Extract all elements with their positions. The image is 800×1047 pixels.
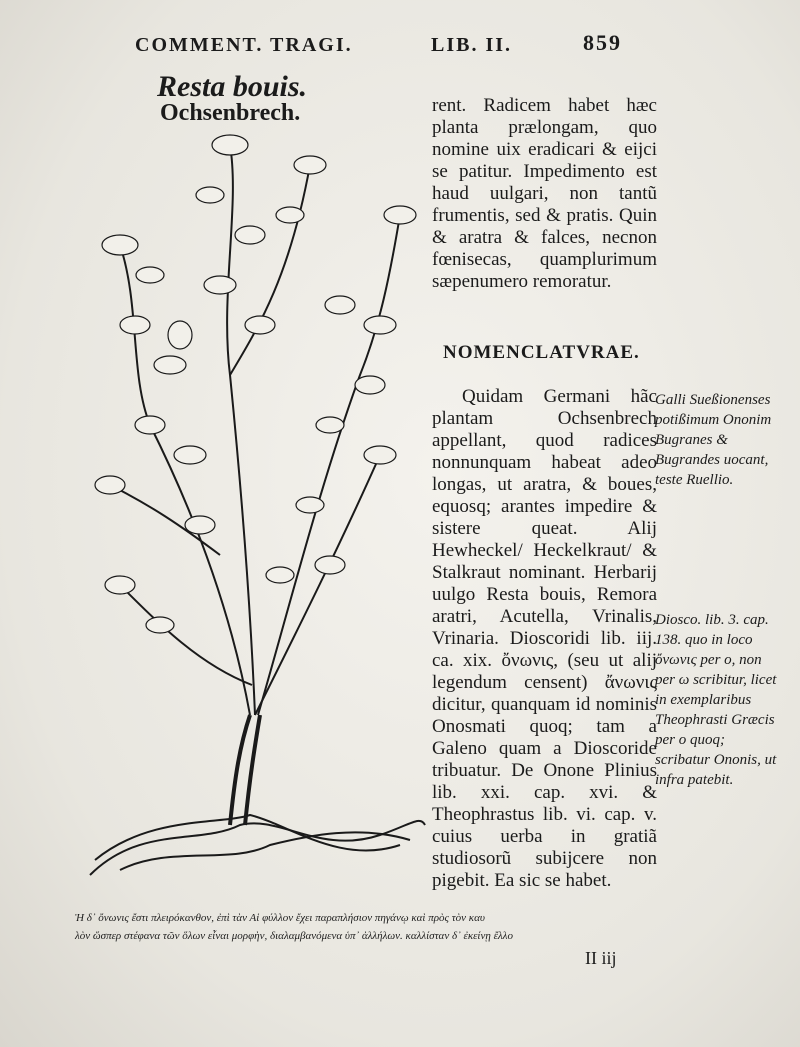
plant-latin-name: Resta bouis. — [157, 70, 308, 103]
nomenclature-text: Quidam Germani hãc plantam Ochsenbrech appellant, quod radices nonnunquam habeat adeo longas, ut aratra, & boues, equosq; arantes impedire & sistere queat. Alij Hewheckel/ Heckelkraut/ & Stalkraut nominant. Herbarij uulgo Resta bouis, Remora aratri, Acutella, Vrinalis, Vrinaria. Dioscoridi lib. iij. ca. xix. ὄνωνις, (seu ut alij legendum censent) ἄνωνις dicitur, quanquam id nominis Onosmati quoq; tam a Galeno quam a Dioscoride tribuatur. De Onone Plinius lib. xxi. cap. xvi. & Theophrastus lib. vi. cap. v. cuius uerba in gratiã studiosorũ subijcere non pigebit. Ea sic se habet. — [432, 386, 657, 891]
nomenclature-text-block — [432, 386, 657, 892]
running-title: COMMENT. TRAGI. — [135, 34, 353, 56]
section-heading: NOMENCLATVRAE. — [443, 342, 640, 363]
plant-german-name: Ochsenbrech. — [160, 100, 301, 126]
margin-note-dioscorides: Diosco. lib. 3. cap. 138. quo in loco ὄνωνις per o, non per ω scribitur, licet in exemplaribus Theophrasti Græcis per o quoq; scribatur Ononis, ut infra patebit. — [655, 612, 777, 788]
page-number: 859 — [583, 30, 622, 55]
book-number: LIB. II. — [431, 34, 513, 56]
greek-quote-line-1: Ἡ δ᾽ ὄνωνις ἔστι πλειρόκανθον, ἐπὶ τὰν Αἱ φύλλον ἔχει παραπλήσιον πηγάνῳ καὶ πρὸς τὸν καυ — [75, 912, 485, 924]
plant-woodcut-illustration — [80, 125, 430, 895]
signature-mark: II iij — [585, 948, 617, 968]
greek-quote-line-2: λὸν ὥσπερ στέφανα τῶν ὅλων εἶναι μορφὴν, διαλαμβανόμενα ὑπ᾽ ἀλλήλων. καλλίσταν δ᾽ ἐκείνῃ ἔλλο — [75, 930, 513, 942]
margin-note-galli: Galli Sueßionenses potißimum Ononim Bugranes & Bugrandes uocant, teste Ruellio. — [655, 392, 772, 488]
top-text-block — [432, 95, 657, 293]
running-header — [135, 30, 770, 60]
top-text: rent. Radicem habet hæc planta prælongam, quo nomine uix eradicari & eijci se patitur. Impedimento est haud uulgari, non tantũ frumentis, sed & pratis. Quin & aratra & falces, necnon fœnisecas, quamplurimum sæpenumero remoratur. — [432, 95, 657, 292]
